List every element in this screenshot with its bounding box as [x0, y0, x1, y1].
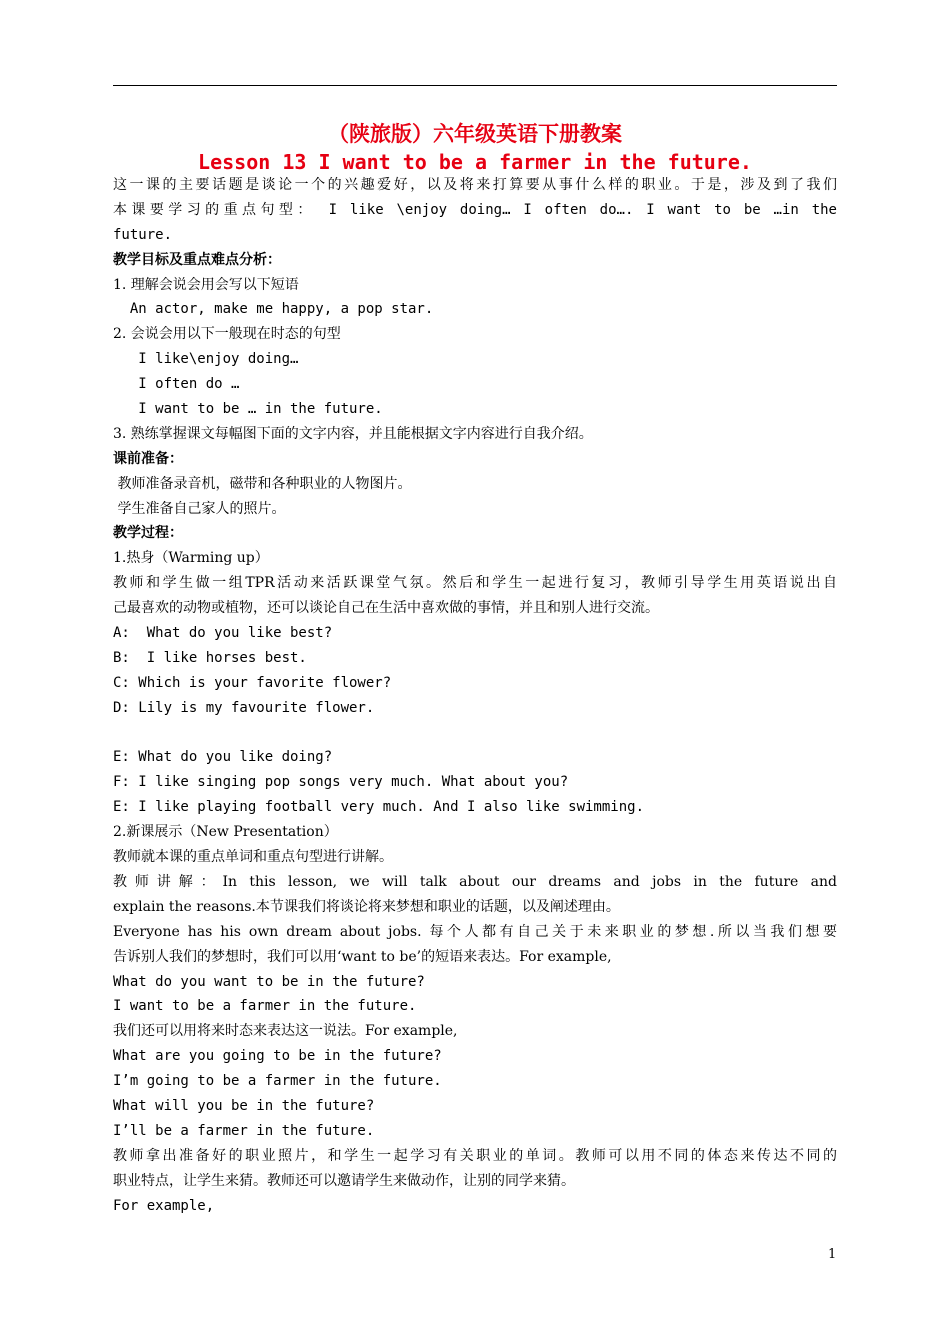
body-line: 本课要学习的重点句型： I like \enjoy doing… I often do…. I want to be …in the: [113, 201, 837, 218]
body-line: explain the reasons.本节课我们将谈论将来梦想和职业的话题，以及阐述理由。: [113, 898, 620, 915]
section-heading: 课前准备：: [113, 450, 183, 467]
body-line: 1. 理解会说会用会写以下短语: [113, 276, 299, 293]
section-heading: 教学过程：: [113, 525, 183, 542]
body-line: I want to be … in the future.: [113, 401, 383, 418]
body-line: 这一课的主要话题是谈论一个的兴趣爱好，以及将来打算要从事什么样的职业。于是，涉及到了我们: [113, 177, 837, 193]
body-line: 己最喜欢的动物或植物，还可以谈论自己在生活中喜欢做的事情，并且和别人进行交流。: [113, 600, 659, 617]
body-line: Everyone has his own dream about jobs. 每个人都有自己关于未来职业的梦想.所以当我们想要: [113, 923, 837, 940]
example-line: What do you want to be in the future?: [113, 973, 425, 990]
section-heading: 教学目标及重点难点分析：: [113, 251, 281, 268]
body-line: An actor, make me happy, a pop star.: [113, 301, 434, 318]
dialogue-line: C: Which is your favorite flower?: [113, 674, 392, 691]
body-line: 教师讲解：In this lesson, we will talk about our dreams and jobs in the future and: [113, 873, 837, 890]
document-body: [113, 173, 837, 1218]
dialogue-line: F: I like singing pop songs very much. What about you?: [113, 774, 569, 791]
dialogue-line: B: I like horses best.: [113, 649, 307, 666]
body-line: 我们还可以用将来时态来表达这一说法。For example,: [113, 1023, 458, 1040]
body-line: 教师拿出准备好的职业照片，和学生一起学习有关职业的单词。教师可以用不同的体态来传达不同的: [113, 1147, 837, 1164]
body-line: 1.热身（Warming up）: [113, 550, 269, 567]
dialogue-line: E: I like playing football very much. And I also like swimming.: [113, 799, 645, 816]
body-line: 2.新课展示（New Presentation）: [113, 824, 338, 841]
body-line: future.: [113, 226, 173, 243]
body-line: 3. 熟练掌握课文每幅图下面的文字内容，并且能根据文字内容进行自我介绍。: [113, 425, 593, 442]
body-line: I often do …: [113, 376, 240, 393]
dialogue-line: E: What do you like doing?: [113, 749, 333, 766]
example-line: What are you going to be in the future?: [113, 1048, 442, 1065]
body-line: 2. 会说会用以下一般现在时态的句型: [113, 326, 341, 343]
example-line: I’ll be a farmer in the future.: [113, 1122, 375, 1139]
body-line: 教师和学生做一组TPR活动来活跃课堂气氛。然后和学生一起进行复习，教师引导学生用英语说出自: [113, 575, 837, 592]
header-rule: [113, 85, 837, 86]
blank-line: [113, 721, 837, 746]
document-title: （陕旅版）六年级英语下册教案: [328, 122, 622, 146]
body-line: I like\enjoy doing…: [113, 351, 299, 368]
example-line: I’m going to be a farmer in the future.: [113, 1073, 442, 1090]
body-line: 教师准备录音机，磁带和各种职业的人物图片。: [113, 475, 412, 492]
body-line: 学生准备自己家人的照片。: [113, 500, 286, 517]
body-line: For example,: [113, 1197, 215, 1214]
body-line: 职业特点，让学生来猜。教师还可以邀请学生来做动作，让别的同学来猜。: [113, 1172, 575, 1189]
dialogue-line: A: What do you like best?: [113, 625, 333, 642]
lesson-subtitle: Lesson 13 I want to be a farmer in the future.: [198, 150, 752, 174]
dialogue-line: D: Lily is my favourite flower.: [113, 699, 375, 716]
example-line: I want to be a farmer in the future.: [113, 998, 417, 1015]
page-number: 1: [828, 1247, 837, 1262]
body-line: 告诉别人我们的梦想时，我们可以用‘want to be’的短语来表达。For example,: [113, 948, 612, 965]
example-line: What will you be in the future?: [113, 1097, 375, 1114]
body-line: 教师就本课的重点单词和重点句型进行讲解。: [113, 849, 393, 866]
